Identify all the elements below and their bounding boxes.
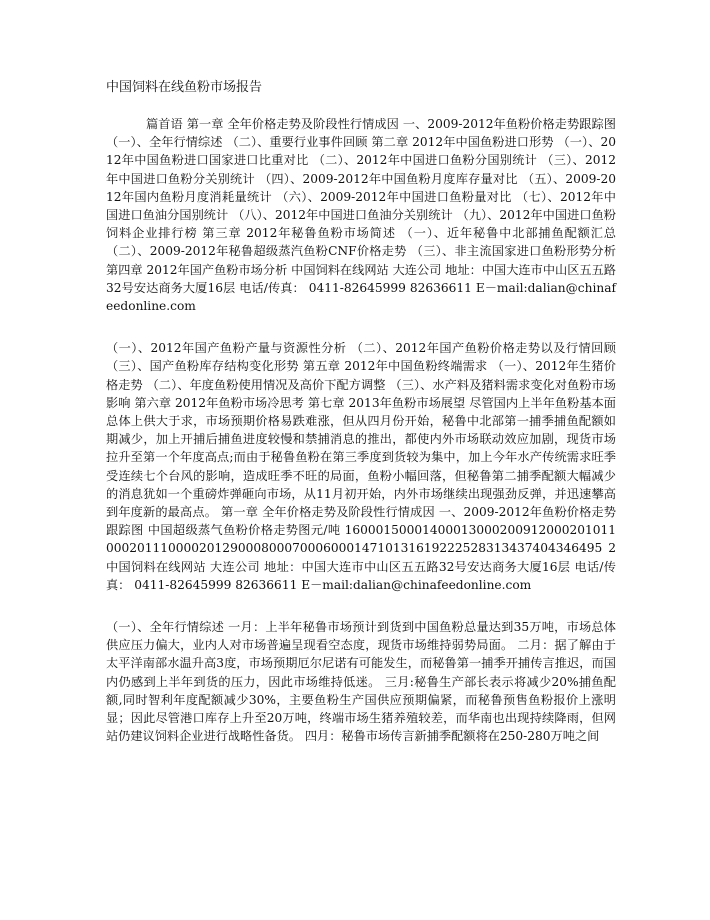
document-title: 中国饲料在线鱼粉市场报告 bbox=[106, 80, 263, 95]
market-overview-paragraph: （一）、2012年国产鱼粉产量与资源性分析 （二）、2012年国产鱼粉价格走势以及行情回顾 （三）、国产鱼粉库存结构变化形势 第五章 2012年中国鱼粉终端需求 （一）、2012年生猪价格走势 （二）、年度鱼粉使用情况及高价下配方调整 （三）、水产料及猪料需求变化对鱼粉市场影响 第六章 2012年鱼粉市场冷思考 第七章 2013年鱼粉市场展望 尽管国内上半年鱼粉基本面总体上供大于求，市场预期价格易跌难涨，但从四月份开始，秘鲁中北部第一捕季捕鱼配额如期减少，加上开捕后捕鱼进度较慢和禁捕消息的推出，都使内外市场联动效应加剧，现货市场拉升至第一个年度高点;而由于秘鲁鱼粉在第三季度到货较为集中，加上今年水产传统需求旺季受连续七个台风的影响，造成旺季不旺的局面，鱼粉小幅回落，但秘鲁第二捕季配额大幅减少的消息犹如一个重磅炸弹砸向市场，从11月初开始，内外市场继续出现强劲反弹，并迅速攀高到年度新的最高点。 第一章 全年价格走势及阶段性行情成因 一、2009-2012年鱼粉价格走势跟踪图 中国超级蒸气鱼粉价格走势图元/吨 160001500014000130002009120002010110002011100002012900080007000600014710131619222528313437404346495 2 中国饲料在线网站 大连公司 地址：中国大连市中山区五五路32号安达商务大厦16层 电话/传真： 0411-82645999 82636611 E－mail:dalian@chinafeedonline.com bbox=[106, 341, 616, 592]
table-of-contents-paragraph: 篇首语 第一章 全年价格走势及阶段性行情成因 一、2009-2012年鱼粉价格走势跟踪图 （一）、全年行情综述 （二）、重要行业事件回顾 第二章 2012年中国鱼粉进口形势 （一）、2012年中国鱼粉进口国家进口比重对比 （二）、2012年中国进口鱼粉分国别统计 （三）、2012年中国进口鱼粉分关别统计 （四）、2009-2012年中国鱼粉月度库存量对比 （五）、2009-2012年国内鱼粉月度消耗量统计 （六）、2009-2012年中国进口鱼粉量对比 （七）、2012年中国进口鱼油分国别统计 （八）、2012年中国进口鱼油分关别统计 （九）、2012年中国进口鱼粉饲料企业排行榜 第三章 2012年秘鲁鱼粉市场简述 （一）、近年秘鲁中北部捕鱼配额汇总 （二）、2009-2012年秘鲁超级蒸汽鱼粉CNF价格走势 （三）、非主流国家进口鱼粉形势分析 第四章 2012年国产鱼粉市场分析 中国饲料在线网站 大连公司 地址：中国大连市中山区五五路32号安达商务大厦16层 电话/传真： 0411-82645999 82636611 E－mail:dalian@chinafeedonline.com bbox=[106, 117, 616, 314]
monthly-review-paragraph: （一）、全年行情综述 一月：上半年秘鲁市场预计到货到中国鱼粉总量达到35万吨，市场总体供应压力偏大，业内人对市场普遍呈现看空态度，现货市场维持弱势局面。 二月：据了解由于太平洋南部水温升高3度，市场预期厄尔尼诺有可能发生，而秘鲁第一捕季开捕传言推迟，而国内仍感到上半年到货的压力，因此市场维持低迷。 三月:秘鲁生产部长表示将减少20%捕鱼配额,同时智利年度配额减少30%，主要鱼粉生产国供应预期偏紧，而秘鲁预售鱼粉报价上涨明显；因此尽管港口库存上升至20万吨，终端市场生猪养殖较差，而华南也出现持续降雨，但网站仍建议饲料企业进行战略性备货。 四月：秘鲁市场传言新捕季配额将在250-280万吨之间 bbox=[106, 620, 616, 744]
document-page bbox=[106, 78, 616, 746]
